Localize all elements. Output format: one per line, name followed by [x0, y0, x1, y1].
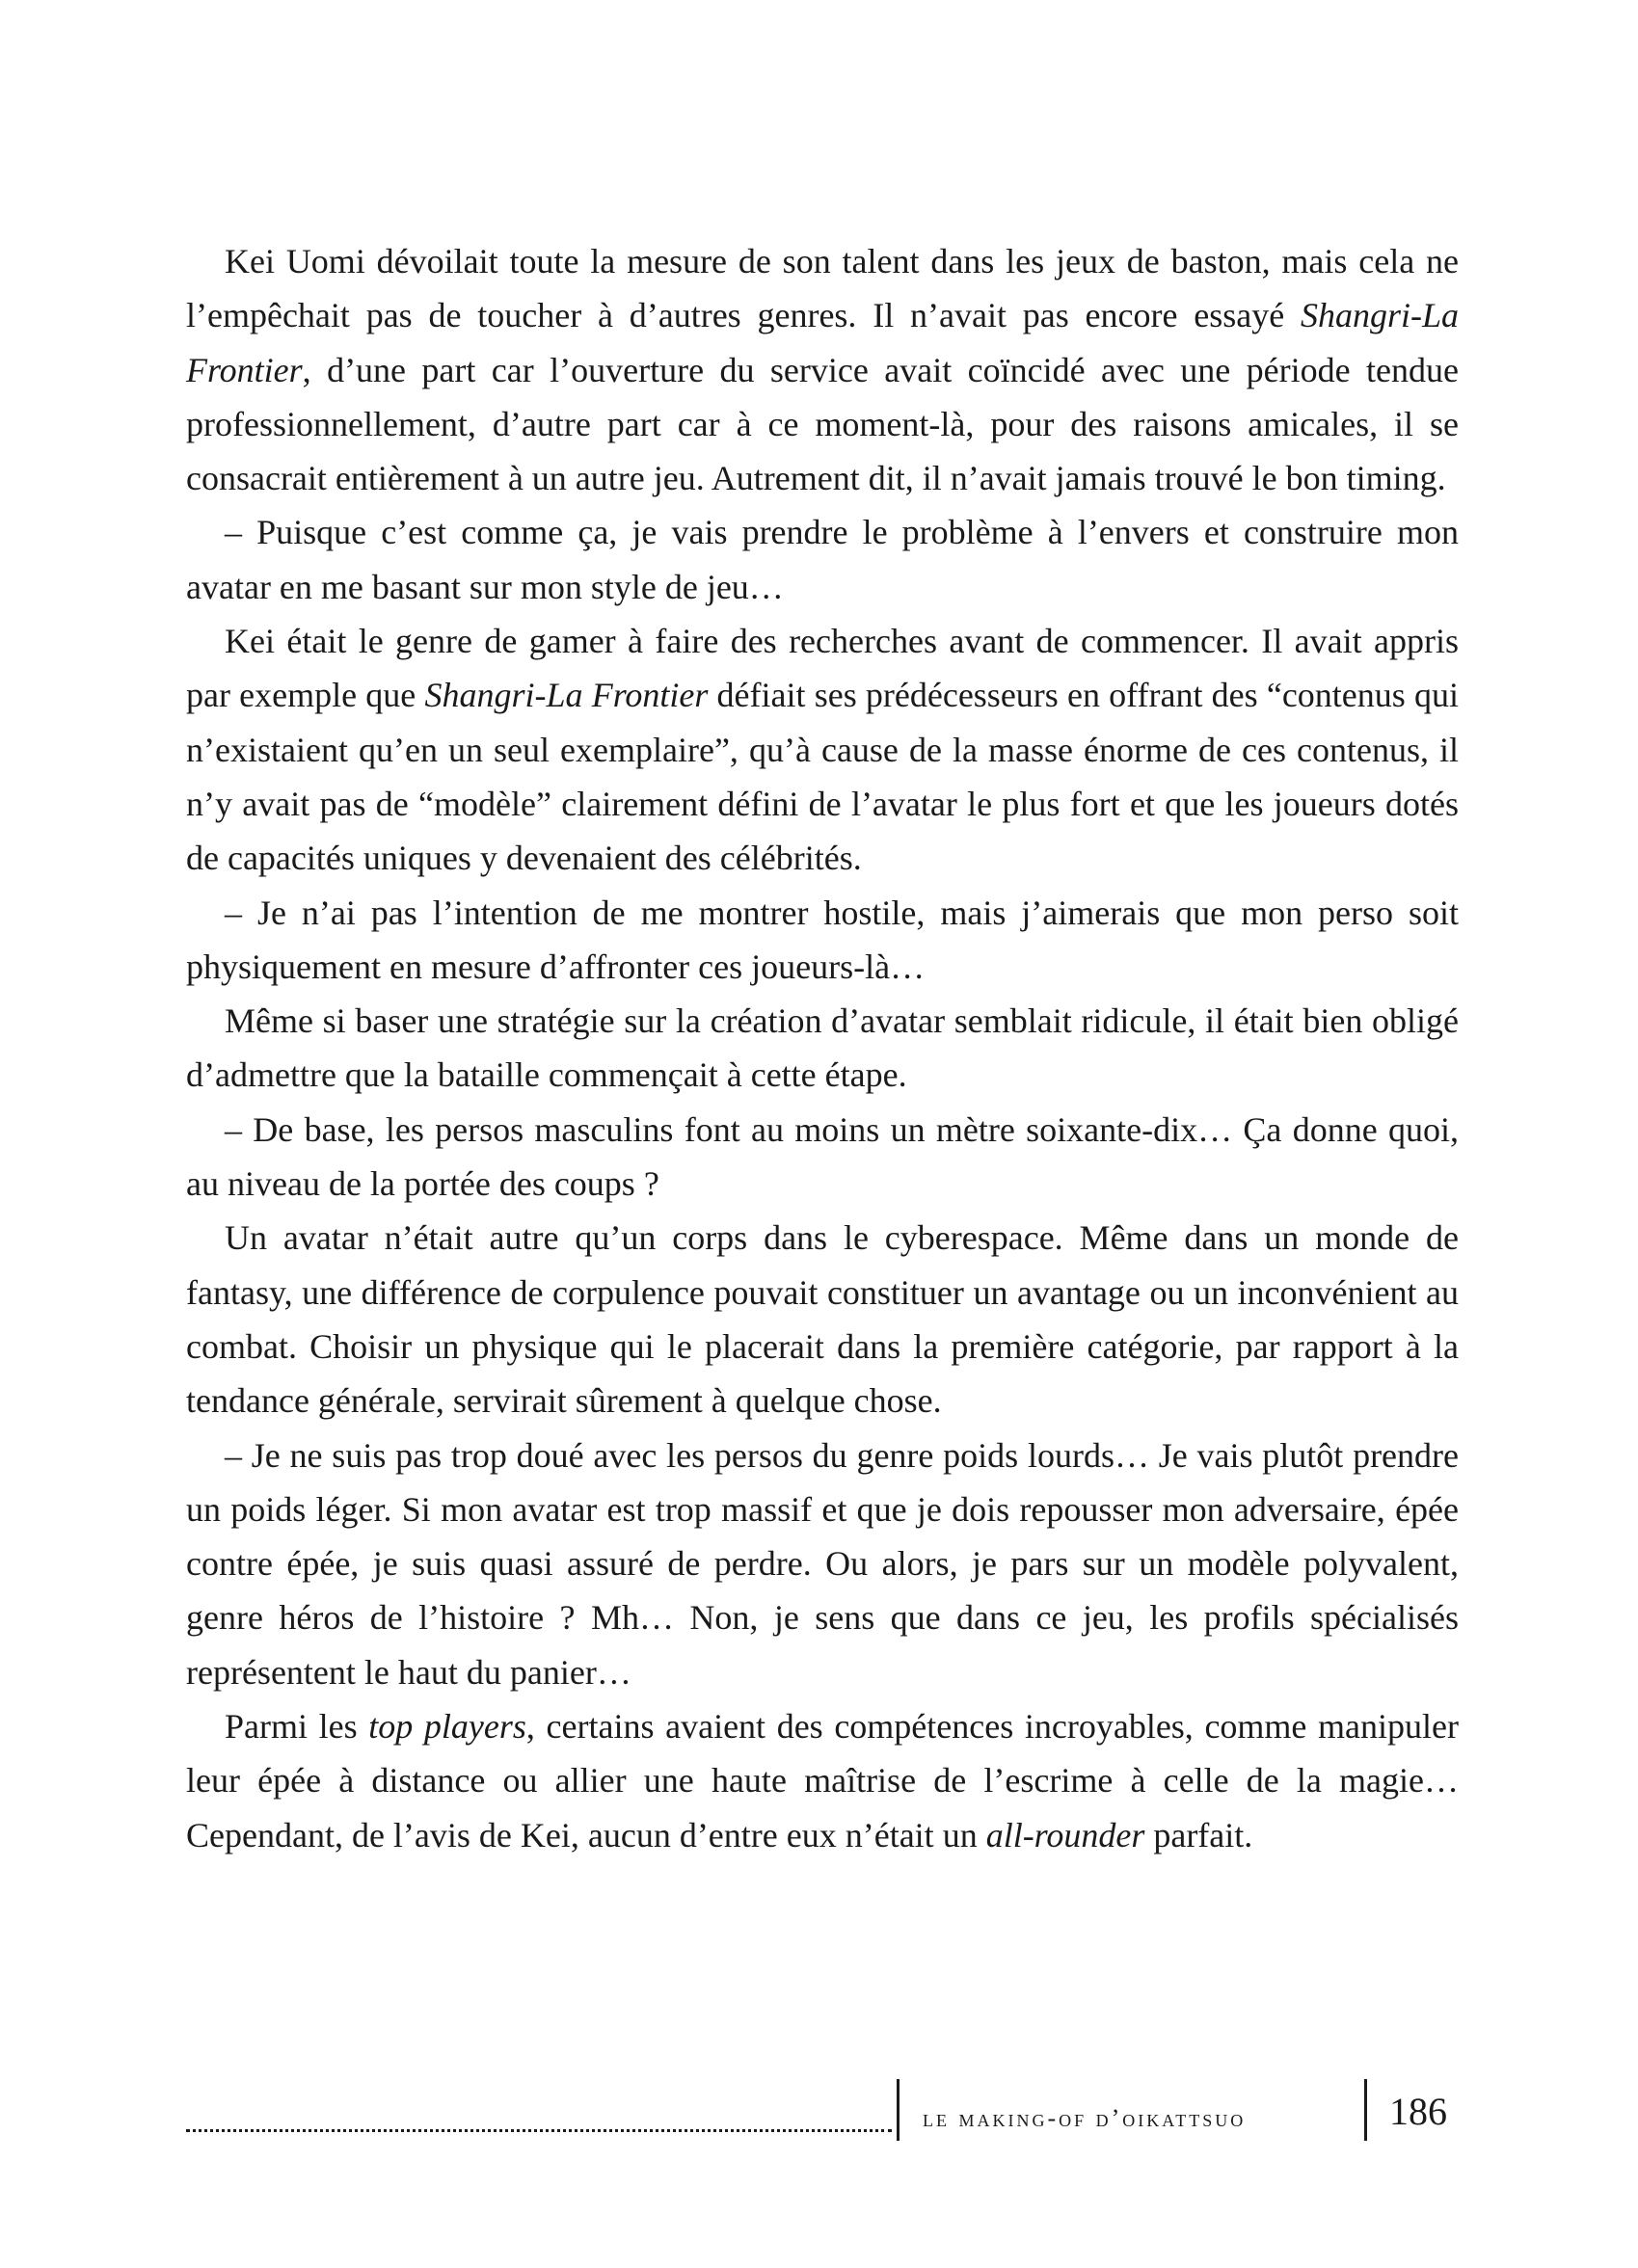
dialogue-paragraph [186, 505, 1459, 614]
dialogue-paragraph [186, 886, 1459, 995]
italic-title: Shangri-La Frontier [424, 676, 709, 715]
running-title: le making-of d’oikattsuo [923, 2104, 1247, 2132]
italic-term: all-rounder [985, 1815, 1145, 1854]
dialogue-paragraph [186, 1103, 1459, 1212]
text-run: , d’une part car l’ouverture du service avait coïncidé avec une période tendue professionnellement, d’autre part car à ce moment-là, pour des raisons amicales, il se consacrait entièrement à un autre jeu. Autrement dit, il n’avait jamais trouvé le bon timing. [186, 350, 1459, 498]
paragraph [186, 994, 1459, 1103]
footer-divider [1364, 2079, 1367, 2141]
text-run: – Je ne suis pas trop doué avec les persos du genre poids lourds… Je vais plutôt prendre un poids léger. Si mon avatar est trop massif et que je dois repousser mon adversaire, épée contre épée, je suis quasi assuré de perdre. Ou alors, je pars sur un modèle polyvalent, genre héros de l’histoire ? Mh… Non, je sens que dans ce jeu, les profils spécialisés représentent le haut du panier… [186, 1435, 1459, 1692]
footer-divider [897, 2079, 900, 2141]
text-run: parfait. [1144, 1815, 1253, 1854]
paragraph [186, 234, 1459, 505]
paragraph [186, 614, 1459, 885]
italic-title: Shangri-La Frontier [186, 296, 1459, 389]
italic-term: top players [368, 1707, 526, 1747]
page-number: 186 [1389, 2090, 1447, 2133]
paragraph [186, 1211, 1459, 1428]
page-footer [186, 2079, 1459, 2141]
dialogue-paragraph [186, 1428, 1459, 1699]
text-run: Kei Uomi dévoilait toute la mesure de son talent dans les jeux de baston, mais cela ne l’empêchait pas de toucher à d’autres genres. Il n’avait pas encore essayé [186, 242, 1459, 335]
dotted-rule [186, 2129, 892, 2132]
text-run: Même si baser une stratégie sur la création d’avatar semblait ridicule, il était bien obligé d’admettre que la bataille commençait à cette étape. [186, 1001, 1459, 1095]
paragraph [186, 1699, 1459, 1862]
text-run: – Puisque c’est comme ça, je vais prendre le problème à l’envers et construire mon avatar en me basant sur mon style de jeu… [186, 513, 1459, 606]
text-run: défiait ses prédécesseurs en offrant des “contenus qui n’existaient qu’en un seul exemplaire”, qu’à cause de la masse énorme de ces contenus, il n’y avait pas de “modèle” clairement défini de l’avatar le plus fort et que les joueurs dotés de capacités uniques y devenaient des célébrités. [186, 676, 1459, 878]
text-run: – De base, les persos masculins font au moins un mètre soixante-dix… Ça donne quoi, au niveau de la portée des coups ? [186, 1109, 1459, 1204]
text-run: Un avatar n’était autre qu’un corps dans le cyberespace. Même dans un monde de fantasy, une différence de corpulence pouvait constituer un avantage ou un inconvénient au combat. Choisir un physique qui le placerait dans la première catégorie, par rapport à la tendance générale, servirait sûrement à quelque chose. [186, 1218, 1459, 1421]
body-text [186, 234, 1459, 1862]
text-run: Parmi les [225, 1707, 369, 1747]
text-run: – Je n’ai pas l’intention de me montrer hostile, mais j’aimerais que mon perso soit physiquement en mesure d’affronter ces joueurs-là… [186, 893, 1459, 986]
text-run: , certains avaient des compétences incroyables, comme manipuler leur épée à distance ou allier une haute maîtrise de l’escrime à celle de la magie… Cependant, de l’avis de Kei, aucun d’entre eux n’était un [186, 1707, 1459, 1854]
text-run: Kei était le genre de gamer à faire des recherches avant de commencer. Il avait appris par exemple que [186, 622, 1459, 715]
